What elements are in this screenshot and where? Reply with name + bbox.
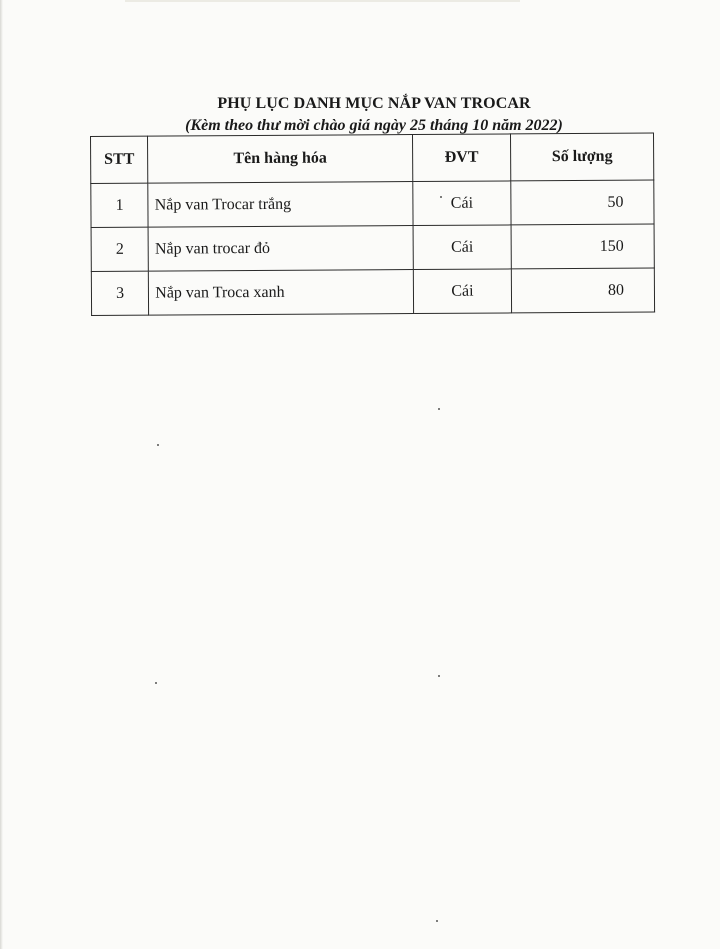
header-name: Tên hàng hóa xyxy=(148,135,413,184)
table-row xyxy=(91,180,654,227)
cell-stt: 1 xyxy=(91,183,149,227)
header-qty: Số lượng xyxy=(511,133,654,181)
document-subtitle: (Kèm theo thư mời chào giá ngày 25 tháng 10 năm 2022) xyxy=(185,117,563,134)
document-title: PHỤ LỤC DANH MỤC NẮP VAN TROCAR xyxy=(217,95,531,112)
cell-unit: Cái xyxy=(413,181,512,226)
cell-qty: 150 xyxy=(511,224,654,269)
table-header-row xyxy=(91,133,654,183)
cell-name: Nắp van Trocar trắng xyxy=(148,182,413,228)
header-unit: ĐVT xyxy=(412,134,511,182)
header-stt: STT xyxy=(91,136,149,183)
scan-speck xyxy=(155,682,157,684)
scan-speck xyxy=(438,408,440,410)
scan-speck xyxy=(157,444,159,446)
cell-stt: 3 xyxy=(91,271,149,315)
cell-name: Nắp van Troca xanh xyxy=(149,270,414,316)
scan-speck xyxy=(438,675,440,677)
scan-speck xyxy=(440,196,442,198)
page-scan-edge xyxy=(0,0,3,949)
cell-stt: 2 xyxy=(91,227,149,271)
cell-name: Nắp van trocar đỏ xyxy=(148,226,413,272)
cell-qty: 80 xyxy=(511,268,654,313)
table-row xyxy=(91,268,654,315)
cell-unit: Cái xyxy=(413,225,512,270)
cell-qty: 50 xyxy=(511,180,654,225)
scan-top-mark xyxy=(125,0,520,2)
cell-unit: Cái xyxy=(413,269,512,314)
table-row xyxy=(91,224,654,271)
scan-speck xyxy=(436,920,438,922)
goods-table xyxy=(90,133,655,316)
